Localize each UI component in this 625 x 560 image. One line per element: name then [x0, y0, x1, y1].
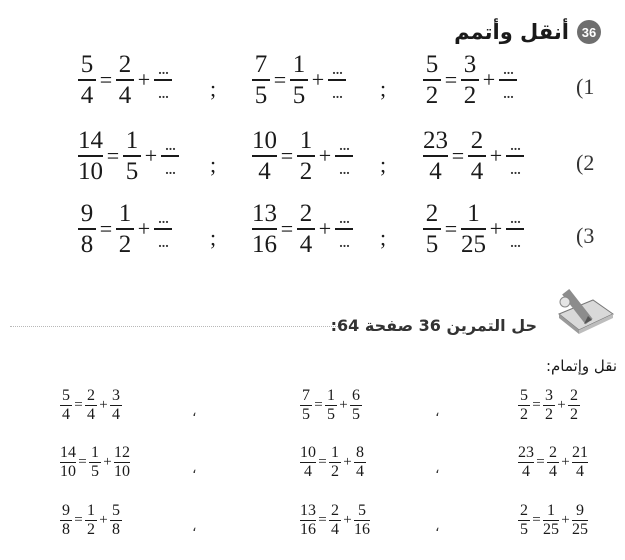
plus-sign: +	[99, 512, 108, 528]
denominator: ...	[338, 230, 350, 251]
plus-sign: +	[482, 66, 496, 92]
fraction-bar	[468, 155, 486, 157]
denominator: 4	[258, 157, 271, 185]
fraction	[60, 503, 72, 538]
fraction-bar	[499, 79, 517, 81]
fraction-bar	[461, 228, 486, 230]
fraction-bar	[154, 79, 172, 81]
fraction	[518, 503, 530, 538]
separator: ،	[435, 405, 440, 420]
numerator: 14	[60, 444, 76, 461]
denominator: 2	[520, 406, 528, 423]
fraction	[350, 388, 362, 423]
equals-sign: =	[318, 512, 327, 528]
plus-sign: +	[137, 215, 151, 241]
plus-sign: +	[339, 397, 348, 413]
fraction	[252, 128, 277, 184]
numerator: 9	[576, 502, 584, 519]
denominator: 4	[62, 406, 70, 423]
denominator: 25	[543, 521, 559, 538]
fraction	[123, 128, 141, 184]
numerator: 3	[112, 387, 120, 404]
fraction	[116, 52, 134, 108]
fraction	[328, 59, 346, 101]
denominator: ...	[157, 81, 169, 102]
plus-sign: +	[489, 142, 503, 168]
exercise-equation	[423, 201, 524, 257]
fraction-bar	[78, 228, 96, 230]
plus-sign: +	[343, 454, 352, 470]
numerator: 1	[327, 387, 335, 404]
numerator: 1	[118, 200, 132, 227]
fraction	[468, 128, 486, 184]
equals-sign: =	[99, 66, 113, 92]
fraction-bar	[506, 228, 524, 230]
denominator: 4	[118, 81, 132, 109]
separator: ،	[435, 520, 440, 535]
numerator: 5	[358, 502, 366, 519]
plus-sign: +	[489, 215, 503, 241]
separator: ،	[192, 462, 197, 477]
denominator: 16	[252, 230, 277, 258]
fraction-bar	[461, 79, 479, 81]
numerator: 10	[300, 444, 316, 461]
numerator: 1	[125, 127, 139, 154]
plus-sign: +	[103, 454, 112, 470]
fraction-bar	[423, 228, 441, 230]
denominator: ...	[164, 157, 176, 178]
numerator: ...	[338, 134, 350, 154]
denominator: 4	[331, 521, 339, 538]
numerator: 13	[300, 502, 316, 519]
plus-sign: +	[318, 142, 332, 168]
fraction-bar	[335, 228, 353, 230]
numerator: 2	[470, 127, 484, 154]
solution-equation	[518, 503, 588, 538]
fraction	[354, 445, 366, 480]
denominator: 2	[570, 406, 578, 423]
numerator: 5	[62, 387, 70, 404]
numerator: ...	[509, 207, 521, 227]
plus-sign: +	[557, 397, 566, 413]
denominator: 10	[114, 463, 130, 480]
plus-sign: +	[311, 66, 325, 92]
denominator: 5	[125, 157, 139, 185]
denominator: 8	[112, 521, 120, 538]
numerator: 21	[572, 444, 588, 461]
numerator: 9	[62, 502, 70, 519]
denominator: ...	[157, 230, 169, 251]
fraction	[423, 52, 441, 108]
fraction-bar	[154, 228, 172, 230]
numerator: 3	[463, 51, 477, 78]
fraction	[572, 445, 588, 480]
fraction	[300, 388, 312, 423]
plus-sign: +	[318, 215, 332, 241]
separator: ;	[380, 152, 387, 177]
separator: ،	[192, 405, 197, 420]
numerator: 13	[252, 200, 277, 227]
numerator: 5	[425, 51, 439, 78]
exercise-instruction: أنقل وأتمم	[454, 20, 569, 44]
fraction	[325, 388, 337, 423]
fraction-bar	[78, 155, 103, 157]
denominator: 5	[327, 406, 335, 423]
numerator: 7	[302, 387, 310, 404]
numerator: 1	[91, 444, 99, 461]
fraction-bar	[123, 155, 141, 157]
numerator: 5	[80, 51, 94, 78]
equals-sign: =	[280, 215, 294, 241]
equals-sign: =	[532, 397, 541, 413]
numerator: ...	[338, 207, 350, 227]
denominator: 16	[354, 521, 370, 538]
fraction-bar	[252, 155, 277, 157]
exercise-equation	[252, 128, 353, 184]
numerator: 2	[87, 387, 95, 404]
fraction	[461, 52, 479, 108]
equals-sign: =	[444, 66, 458, 92]
exercise-equation	[423, 128, 524, 184]
fraction	[518, 388, 530, 423]
denominator: 2	[425, 81, 439, 109]
plus-sign: +	[144, 142, 158, 168]
fraction-bar	[161, 155, 179, 157]
fraction	[329, 445, 341, 480]
numerator: 1	[292, 51, 306, 78]
denominator: 4	[356, 463, 364, 480]
plus-sign: +	[343, 512, 352, 528]
equals-sign: =	[273, 66, 287, 92]
fraction	[290, 52, 308, 108]
separator: ،	[435, 462, 440, 477]
fraction	[89, 445, 101, 480]
equals-sign: =	[444, 215, 458, 241]
numerator: 1	[547, 502, 555, 519]
fraction	[114, 445, 130, 480]
fraction	[572, 503, 588, 538]
denominator: 2	[299, 157, 313, 185]
separator: ;	[210, 152, 217, 177]
numerator: ...	[502, 58, 514, 78]
fraction	[547, 445, 559, 480]
fraction-bar	[252, 228, 277, 230]
numerator: 5	[520, 387, 528, 404]
numerator: 3	[545, 387, 553, 404]
numerator: ...	[164, 134, 176, 154]
solution-equation	[518, 445, 588, 480]
denominator: ...	[509, 157, 521, 178]
fraction-bar	[335, 155, 353, 157]
separator: ;	[210, 76, 217, 101]
separator: ;	[210, 225, 217, 250]
fraction-bar	[78, 79, 96, 81]
dotted-divider	[10, 326, 338, 327]
fraction	[568, 388, 580, 423]
fraction	[423, 201, 441, 257]
fraction	[506, 208, 524, 250]
exercise-equation	[78, 128, 179, 184]
row-label: (2	[576, 150, 595, 175]
solution-equation	[300, 503, 370, 538]
fraction	[335, 135, 353, 177]
exercise-number-badge: 36	[577, 20, 601, 44]
numerator: 2	[549, 444, 557, 461]
denominator: 5	[254, 81, 268, 109]
equals-sign: =	[78, 454, 87, 470]
numerator: ...	[509, 134, 521, 154]
numerator: ...	[157, 207, 169, 227]
numerator: 2	[520, 502, 528, 519]
fraction	[461, 201, 486, 257]
solution-equation	[300, 445, 366, 480]
fraction-bar	[297, 155, 315, 157]
equals-sign: =	[314, 397, 323, 413]
fraction	[423, 128, 448, 184]
numerator: 2	[118, 51, 132, 78]
denominator: 16	[300, 521, 316, 538]
plus-sign: +	[99, 397, 108, 413]
numerator: 8	[356, 444, 364, 461]
numerator: 9	[80, 200, 94, 227]
denominator: 5	[425, 230, 439, 258]
numerator: ...	[331, 58, 343, 78]
numerator: 12	[114, 444, 130, 461]
equals-sign: =	[74, 397, 83, 413]
equals-sign: =	[74, 512, 83, 528]
fraction	[543, 388, 555, 423]
equals-sign: =	[536, 454, 545, 470]
denominator: 10	[78, 157, 103, 185]
fraction	[85, 503, 97, 538]
plus-sign: +	[561, 512, 570, 528]
denominator: 25	[461, 230, 486, 258]
denominator: 4	[549, 463, 557, 480]
fraction	[60, 388, 72, 423]
denominator: 4	[576, 463, 584, 480]
equals-sign: =	[280, 142, 294, 168]
exercise-equation	[78, 52, 172, 108]
fraction-bar	[423, 155, 448, 157]
denominator: 2	[331, 463, 339, 480]
numerator: 1	[87, 502, 95, 519]
denominator: 2	[545, 406, 553, 423]
fraction	[297, 201, 315, 257]
solution-equation	[60, 445, 130, 480]
equals-sign: =	[99, 215, 113, 241]
fraction	[85, 388, 97, 423]
denominator: 5	[520, 521, 528, 538]
denominator: 5	[302, 406, 310, 423]
numerator: 7	[254, 51, 268, 78]
separator: ;	[380, 76, 387, 101]
fraction-bar	[116, 79, 134, 81]
plus-sign: +	[561, 454, 570, 470]
numerator: 1	[331, 444, 339, 461]
fraction	[60, 445, 76, 480]
denominator: 4	[80, 81, 94, 109]
fraction	[300, 503, 316, 538]
fraction	[161, 135, 179, 177]
denominator: 4	[112, 406, 120, 423]
separator: ،	[192, 520, 197, 535]
fraction	[116, 201, 134, 257]
fraction	[354, 503, 370, 538]
fraction	[543, 503, 559, 538]
denominator: 4	[304, 463, 312, 480]
solution-equation	[60, 388, 122, 423]
numerator: 5	[112, 502, 120, 519]
solution-equation	[300, 388, 362, 423]
pencil-book-icon	[553, 284, 619, 336]
equals-sign: =	[451, 142, 465, 168]
denominator: 2	[118, 230, 132, 258]
numerator: 23	[518, 444, 534, 461]
fraction	[252, 52, 270, 108]
denominator: 4	[470, 157, 484, 185]
fraction	[335, 208, 353, 250]
numerator: 2	[425, 200, 439, 227]
fraction	[252, 201, 277, 257]
numerator: 1	[299, 127, 313, 154]
plus-sign: +	[137, 66, 151, 92]
denominator: 10	[60, 463, 76, 480]
denominator: ...	[509, 230, 521, 251]
exercise-equation	[252, 52, 346, 108]
denominator: 4	[299, 230, 313, 258]
denominator: 2	[463, 81, 477, 109]
fraction-bar	[423, 79, 441, 81]
fraction	[499, 59, 517, 101]
fraction-bar	[506, 155, 524, 157]
denominator: 5	[352, 406, 360, 423]
solution-equation	[60, 503, 122, 538]
denominator: 4	[87, 406, 95, 423]
fraction-bar	[252, 79, 270, 81]
denominator: 2	[87, 521, 95, 538]
equals-sign: =	[318, 454, 327, 470]
denominator: 4	[522, 463, 530, 480]
numerator: 1	[467, 200, 480, 227]
fraction	[297, 128, 315, 184]
equals-sign: =	[532, 512, 541, 528]
fraction	[154, 208, 172, 250]
denominator: 25	[572, 521, 588, 538]
numerator: 2	[331, 502, 339, 519]
fraction-bar	[328, 79, 346, 81]
fraction-bar	[116, 228, 134, 230]
denominator: ...	[331, 81, 343, 102]
numerator: 6	[352, 387, 360, 404]
numerator: 14	[78, 127, 103, 154]
fraction	[78, 52, 96, 108]
denominator: 5	[91, 463, 99, 480]
numerator: 10	[252, 127, 277, 154]
fraction	[110, 388, 122, 423]
fraction	[518, 445, 534, 480]
fraction-bar	[297, 228, 315, 230]
denominator: ...	[502, 81, 514, 102]
denominator: 8	[62, 521, 70, 538]
row-label: (1	[576, 74, 595, 99]
denominator: 8	[80, 230, 94, 258]
denominator: 4	[429, 157, 442, 185]
fraction	[78, 128, 103, 184]
solution-heading: حل التمرين 36 صفحة 64:	[330, 316, 537, 335]
numerator: 2	[299, 200, 313, 227]
equals-sign: =	[106, 142, 120, 168]
fraction	[154, 59, 172, 101]
fraction	[329, 503, 341, 538]
denominator: ...	[338, 157, 350, 178]
numerator: 2	[570, 387, 578, 404]
denominator: 5	[292, 81, 306, 109]
fraction	[110, 503, 122, 538]
fraction	[300, 445, 316, 480]
solution-equation	[518, 388, 580, 423]
row-label: (3	[576, 223, 595, 248]
exercise-equation	[252, 201, 353, 257]
exercise-equation	[78, 201, 172, 257]
separator: ;	[380, 225, 387, 250]
fraction	[78, 201, 96, 257]
fraction-bar	[290, 79, 308, 81]
numerator: ...	[157, 58, 169, 78]
fraction	[506, 135, 524, 177]
numerator: 23	[423, 127, 448, 154]
solution-subheading: نقل وإتمام:	[545, 357, 617, 375]
exercise-equation	[423, 52, 517, 108]
